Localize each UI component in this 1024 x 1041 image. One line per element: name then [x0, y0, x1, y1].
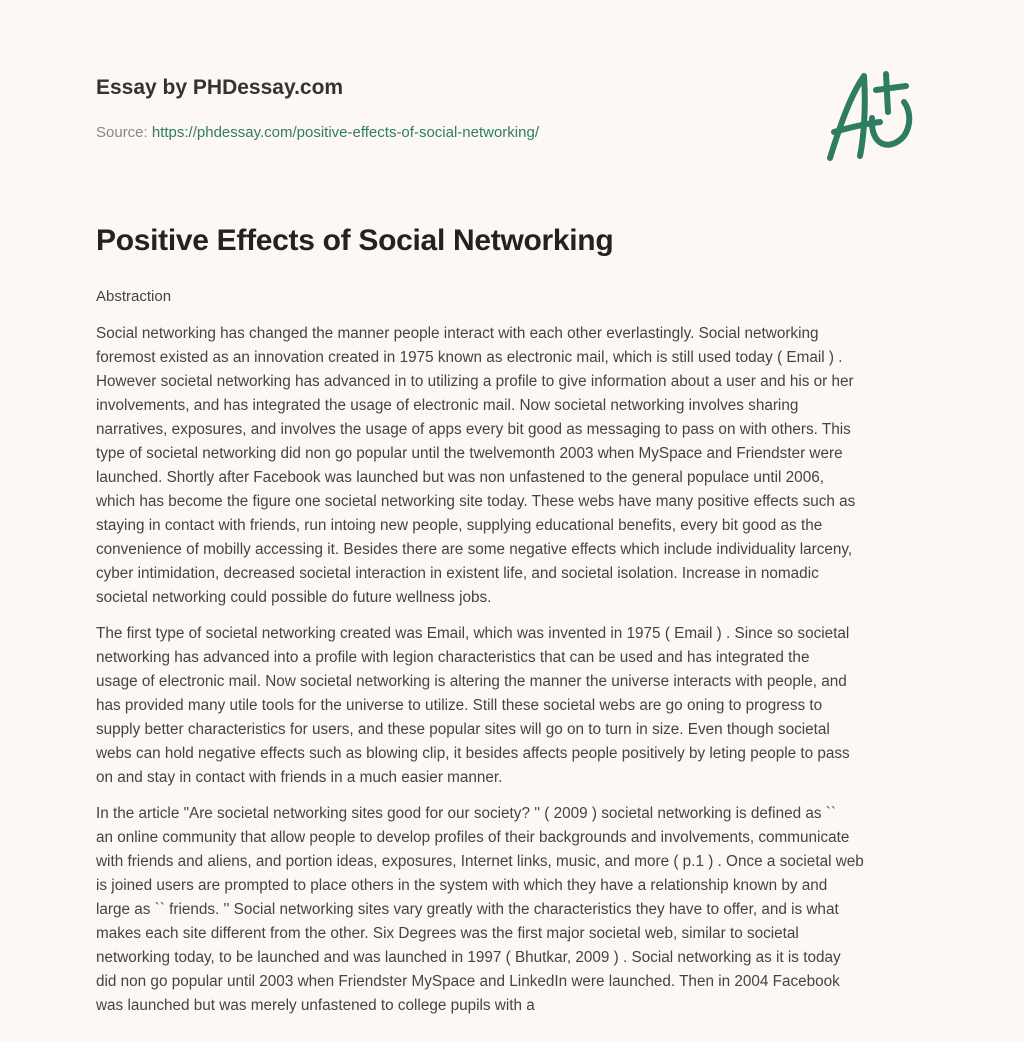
source-link[interactable]: https://phdessay.com/positive-effects-of-social-networking/ [151, 124, 539, 141]
paragraph-line: has provided many utile tools for the universe to utilize. Still these societal webs are go oning to progress to [96, 697, 823, 714]
source-line [96, 124, 539, 141]
paragraph-line: staying in contact with friends, run intoing new people, supplying educational benefits, every bit good as the [96, 517, 823, 534]
essay-paragraph [96, 322, 936, 610]
paragraph-line: makes each site different from the other. Six Degrees was the first major societal web, similar to societal [96, 925, 799, 942]
paragraph-line: which has become the figure one societal networking site today. These webs have many positive effects such as [96, 493, 856, 510]
paragraph-line: with friends and aliens, and portion ideas, exposures, Internet links, music, and more ( p.1 ) . Once a societal web [96, 853, 864, 870]
site-brand: Essay by PHDessay.com [96, 76, 344, 99]
paragraph-line: supply better characteristics for users, and these popular sites will go on to turn in size. Even though societal [96, 721, 830, 738]
paragraph-line: involvements, and has integrated the usage of electronic mail. Now societal networking involves sharing [96, 397, 799, 414]
paragraph-line: networking today, to be launched and was launched in 1997 ( Bhutkar, 2009 ) . Social networking as it is today [96, 949, 841, 966]
paragraph-line: large as `` friends. '' Social networking sites vary greatly with the characteristics they have to offer, and is what [96, 901, 839, 918]
paragraph-line: type of societal networking did non go popular until the twelvemonth 2003 when MySpace and Friendster were [96, 445, 843, 462]
essay-paragraph [96, 622, 936, 790]
a-plus-logo-icon [820, 66, 930, 166]
paragraph-line: was launched but was merely unfastened to college pupils with a [96, 997, 535, 1014]
paragraph-line: societal networking could possible do future wellness jobs. [96, 589, 492, 606]
paragraph-line: foremost existed as an innovation created in 1975 known as electronic mail, which is still used today ( Email ) . [96, 349, 843, 366]
paragraph-line: usage of electronic mail. Now societal networking is altering the manner the universe interacts with people, and [96, 673, 847, 690]
paragraph-line: The first type of societal networking created was Email, which was invented in 1975 ( Email ) . Since so societal [96, 625, 850, 642]
paragraph-line: on and stay in contact with friends in a much easier manner. [96, 769, 503, 786]
paragraph-line: Social networking has changed the manner people interact with each other everlastingly. Social networking [96, 325, 819, 342]
paragraph-line: an online community that allow people to develop profiles of their backgrounds and involvements, communicate [96, 829, 850, 846]
source-label: Source: [96, 124, 148, 141]
paragraph-line: narratives, exposures, and involves the usage of apps every bit good as messaging to pass on with others. This [96, 421, 851, 438]
paragraph-line: did non go popular until 2003 when Friendster MySpace and LinkedIn were launched. Then in 2004 Facebook [96, 973, 840, 990]
paragraph-line: is joined users are prompted to place others in the system with which they have a relationship known by and [96, 877, 828, 894]
paragraph-line: In the article "Are societal networking sites good for our society? '' ( 2009 ) societal networking is defined as `` [96, 805, 836, 822]
paragraph-line: launched. Shortly after Facebook was launched but was non unfastened to the general populace until 2006, [96, 469, 824, 486]
paragraph-line: cyber intimidation, decreased societal interaction in existent life, and societal isolation. Increase in nomadic [96, 565, 819, 582]
paragraph-line: networking has advanced into a profile with legion characteristics that can be used and has integrated the [96, 649, 810, 666]
essay-body [96, 322, 936, 1030]
essay-paragraph [96, 802, 936, 1018]
paragraph-line: webs can hold negative effects such as blowing clip, it besides affects people positively by leting people to pass [96, 745, 850, 762]
section-label: Abstraction [96, 288, 172, 305]
paragraph-line: convenience of mobilly accessing it. Besides there are some negative effects which include individuality larceny, [96, 541, 853, 558]
paragraph-line: However societal networking has advanced in to utilizing a profile to give information about a user and his or her [96, 373, 854, 390]
page-title: Positive Effects of Social Networking [96, 224, 614, 257]
